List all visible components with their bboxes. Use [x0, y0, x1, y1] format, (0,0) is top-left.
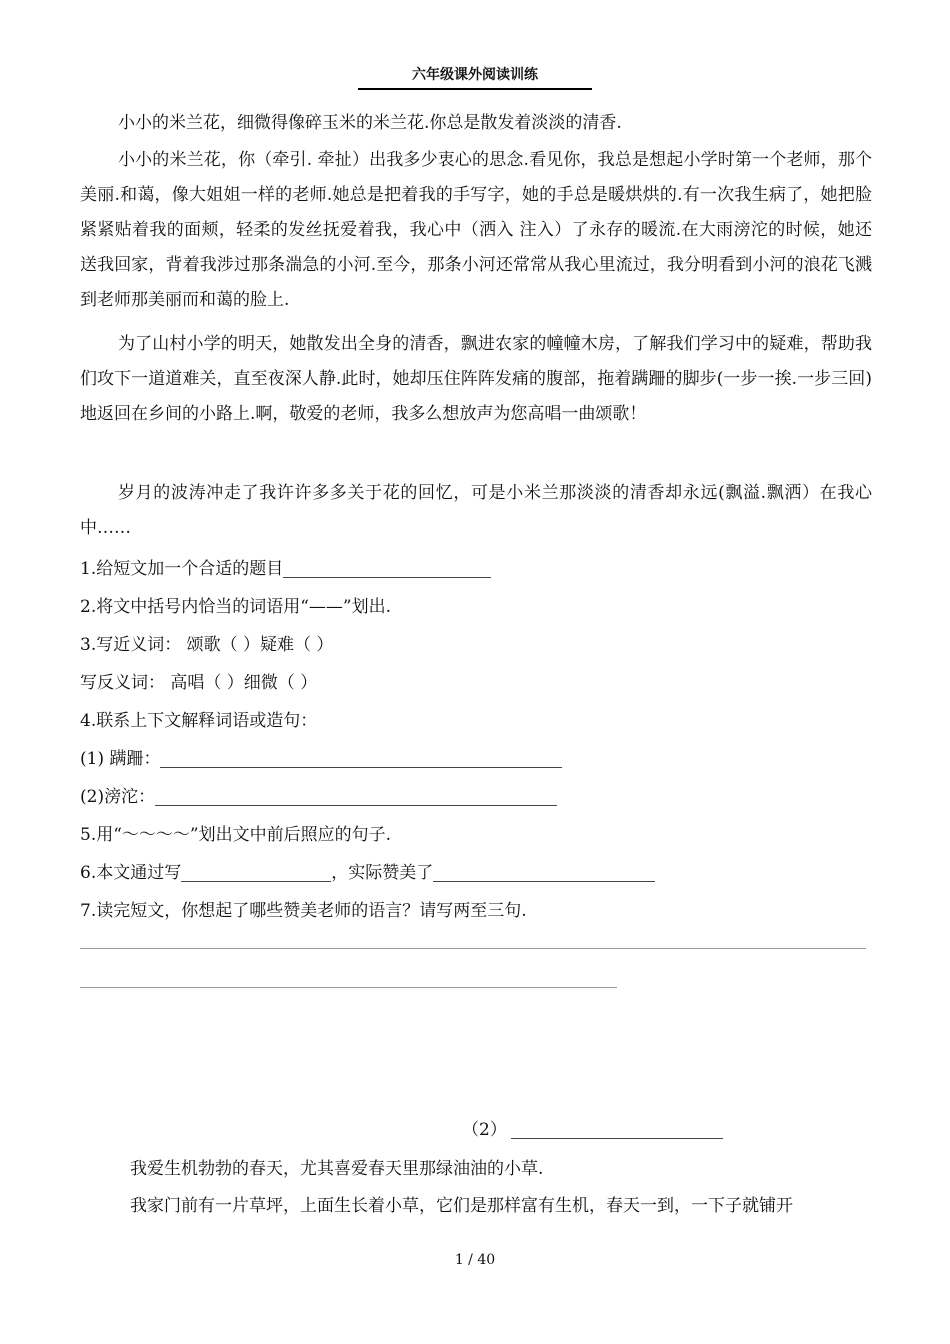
passage2-paragraph-2: 我家门前有一片草坪，上面生长着小草，它们是那样富有生机，春天一到，一下子就铺开 [130, 1196, 793, 1216]
question-4-item-2-text: (2)滂沱： [80, 787, 156, 807]
question-6 [80, 856, 655, 891]
question-4-item-1-text: (1) 蹒跚： [80, 749, 161, 769]
question-3-antonyms: 写反义词： 高唱（ ）细微（ ） [80, 673, 318, 693]
question-7: 7.读完短文，你想起了哪些赞美老师的语言？请写两至三句. [80, 901, 527, 921]
passage2-title [462, 1118, 723, 1142]
answer-blank-pangtuo[interactable] [155, 785, 557, 806]
answer-blank-panshan[interactable] [160, 747, 562, 768]
page-header-title: 六年级课外阅读训练 [412, 67, 538, 83]
question-4-item-1 [80, 742, 562, 777]
question-1-text: 1.给短文加一个合适的题目 [80, 559, 284, 579]
passage2-paragraph-1: 我爱生机勃勃的春天，尤其喜爱春天里那绿油油的小草. [130, 1159, 544, 1179]
passage2-title-blank[interactable] [511, 1118, 723, 1139]
question-2: 2.将文中括号内恰当的词语用“——”划出. [80, 597, 392, 617]
page-number: 1 / 40 [454, 1252, 496, 1268]
question-6-text-pre: 6.本文通过写 [80, 863, 182, 883]
answer-blank-6b[interactable] [433, 861, 655, 882]
passage1-paragraph-1: 小小的米兰花，细微得像碎玉米的米兰花.你总是散发着淡淡的清香. [118, 113, 622, 133]
question-1 [80, 552, 491, 587]
passage1-paragraph-4: 岁月的波涛冲走了我许许多多关于花的回忆，可是小米兰那淡淡的清香却永远(飘溢.飘洒）在我心中…… [80, 483, 872, 538]
header-underline [358, 88, 592, 90]
passage1-paragraph-3: 为了山村小学的明天，她散发出全身的清香，飘进农家的幢幢木房，了解我们学习中的疑难，帮助我们攻下一道道难关，直至夜深人静.此时，她却压住阵阵发痛的腹部，拖着蹒跚的脚步(一步一挨.一步三回)地返回在乡间的小路上.啊，敬爱的老师，我多么想放声为您高唱一曲颂歌！ [80, 334, 872, 424]
question-5: 5.用“～～～～”划出文中前后照应的句子. [80, 825, 392, 845]
passage2-title-number: （2） [462, 1120, 507, 1140]
question-4-item-2 [80, 780, 557, 815]
answer-line-2[interactable] [80, 987, 617, 988]
question-4: 4.联系上下文解释词语或造句： [80, 711, 318, 731]
answer-blank-6a[interactable] [181, 861, 331, 882]
title-answer-blank[interactable] [283, 557, 491, 578]
question-6-text-mid: ，实际赞美了 [331, 863, 434, 883]
passage1-paragraph-2: 小小的米兰花，你（牵引. 牵扯）出我多少衷心的思念.看见你，我总是想起小学时第一个老师，那个美丽.和蔼，像大姐姐一样的老师.她总是把着我的手写字，她的手总是暖烘烘的.有一次我生病了，她把脸紧紧贴着我的面颊，轻柔的发丝抚爱着我，我心中（洒入 注入）了永存的暖流.在大雨滂沱的时候，她还送我回家，背着我涉过那条湍急的小河.至今，那条小河还常常从我心里流过，我分明看到小河的浪花飞溅到老师那美丽而和蔼的脸上. [80, 150, 872, 310]
answer-line-1[interactable] [80, 948, 866, 949]
question-3-synonyms: 3.写近义词： 颂歌（ ）疑难（ ） [80, 635, 334, 655]
